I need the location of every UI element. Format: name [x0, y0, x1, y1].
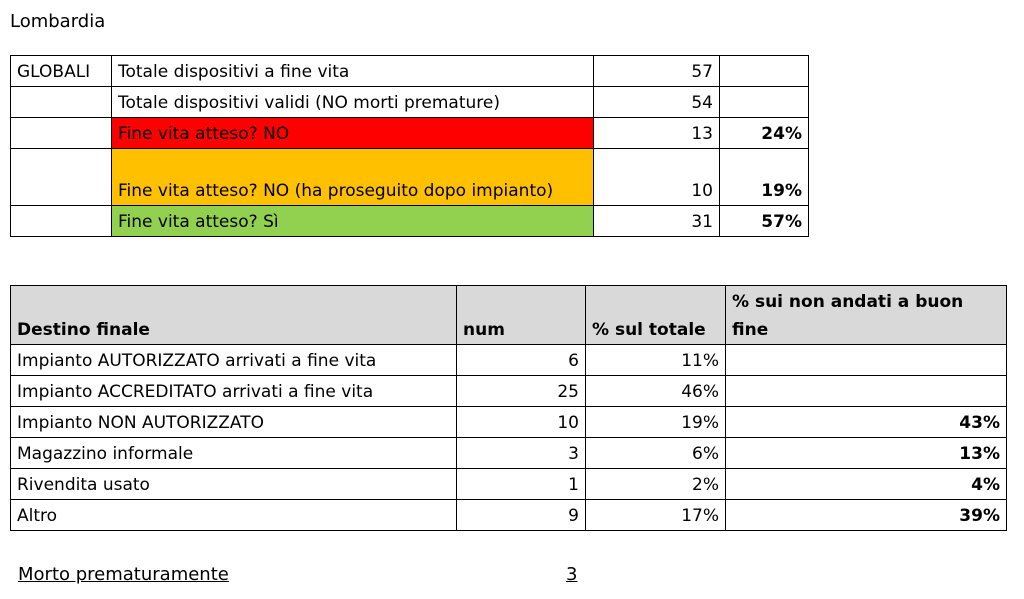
destination-label: Rivendita usato: [11, 469, 457, 500]
summary-value-cell: 54: [594, 87, 720, 118]
destination-pct-fail: 43%: [726, 407, 1007, 438]
summary-group-cell: GLOBALI: [11, 56, 112, 87]
destination-label: Impianto NON AUTORIZZATO: [11, 407, 457, 438]
header-pct-non-buon-fine: % sui non andati a buon fine: [726, 286, 1007, 345]
premature-death-label: Morto prematuramente: [18, 564, 229, 585]
destination-num: 9: [457, 500, 586, 531]
summary-pct-cell: 19%: [720, 149, 809, 206]
summary-label-cell: Totale dispositivi a fine vita: [112, 56, 594, 87]
summary-value-cell: 10: [594, 149, 720, 206]
destination-pct-fail: 13%: [726, 438, 1007, 469]
destination-pct: 11%: [586, 345, 726, 376]
summary-table: [10, 55, 809, 237]
summary-group-cell: [11, 206, 112, 237]
destination-pct-fail: [726, 345, 1007, 376]
summary-label-cell-green: Fine vita atteso? Sì: [112, 206, 594, 237]
destination-label: Magazzino informale: [11, 438, 457, 469]
table-row: [11, 438, 1007, 469]
summary-row: [11, 56, 809, 87]
destination-pct: 2%: [586, 469, 726, 500]
table-row: [11, 376, 1007, 407]
summary-row: [11, 206, 809, 237]
summary-group-cell: [11, 87, 112, 118]
summary-value-cell: 31: [594, 206, 720, 237]
destination-pct: 46%: [586, 376, 726, 407]
summary-pct-cell: 57%: [720, 206, 809, 237]
summary-pct-cell: [720, 87, 809, 118]
destination-pct: 17%: [586, 500, 726, 531]
table-row: [11, 500, 1007, 531]
summary-value-cell: 13: [594, 118, 720, 149]
destination-label: Altro: [11, 500, 457, 531]
destination-num: 3: [457, 438, 586, 469]
destination-num: 6: [457, 345, 586, 376]
header-destino-finale: Destino finale: [11, 286, 457, 345]
summary-label-cell-orange: Fine vita atteso? NO (ha proseguito dopo impianto): [112, 149, 594, 206]
summary-label-cell-red: Fine vita atteso? NO: [112, 118, 594, 149]
destination-table: [10, 285, 1007, 531]
destination-pct: 19%: [586, 407, 726, 438]
page-title: Lombardia: [10, 11, 106, 32]
header-num: num: [457, 286, 586, 345]
header-pct-totale: % sul totale: [586, 286, 726, 345]
destination-pct-fail: 39%: [726, 500, 1007, 531]
summary-row: [11, 87, 809, 118]
table-row: [11, 407, 1007, 438]
destination-label: Impianto ACCREDITATO arrivati a fine vita: [11, 376, 457, 407]
premature-death-value: 3: [566, 564, 578, 585]
summary-label-cell: Totale dispositivi validi (NO morti premature): [112, 87, 594, 118]
summary-group-cell: [11, 149, 112, 206]
destination-num: 25: [457, 376, 586, 407]
summary-row: [11, 149, 809, 206]
table-row: [11, 345, 1007, 376]
summary-row: [11, 118, 809, 149]
summary-group-cell: [11, 118, 112, 149]
summary-pct-cell: 24%: [720, 118, 809, 149]
destination-label: Impianto AUTORIZZATO arrivati a fine vita: [11, 345, 457, 376]
destination-pct-fail: 4%: [726, 469, 1007, 500]
summary-value-cell: 57: [594, 56, 720, 87]
summary-pct-cell: [720, 56, 809, 87]
destination-pct: 6%: [586, 438, 726, 469]
destination-pct-fail: [726, 376, 1007, 407]
destination-num: 10: [457, 407, 586, 438]
destination-num: 1: [457, 469, 586, 500]
destination-header-row: [11, 286, 1007, 345]
table-row: [11, 469, 1007, 500]
